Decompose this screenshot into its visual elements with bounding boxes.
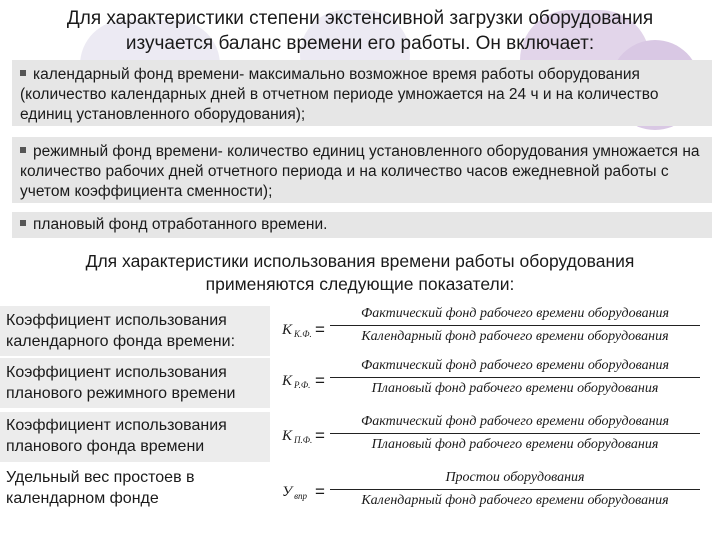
symbol-subscript: К.Ф. [294, 329, 312, 339]
equals-sign: = [315, 320, 325, 339]
subheading-line-2: применяются следующие показатели: [205, 274, 515, 294]
section-heading [20, 250, 700, 296]
symbol-subscript: П.Ф. [294, 435, 313, 445]
fraction-denominator: Календарный фонд рабочего времени оборудования [361, 329, 669, 344]
coefficient-symbol [282, 484, 307, 501]
formula-fraction [330, 306, 700, 345]
equals-sign: = [315, 426, 325, 445]
coefficient-label: Удельный вес простоев в календарном фонде [6, 469, 195, 507]
bullet-square-icon [20, 220, 26, 226]
symbol-letter: K [282, 373, 293, 389]
coefficient-label: Коэффициент использования планового фонда времени [6, 417, 227, 455]
bullet-text: календарный фонд времени- максимально возможное время работы оборудования (количество календарных дней в отчетном периоде умножается на 24 ч и на количество единиц установленного оборудования); [20, 66, 659, 123]
title-line-2: изучается баланс времени его работы. Он включает: [125, 33, 595, 54]
fraction-numerator: Фактический фонд рабочего времени оборудования [330, 306, 700, 326]
fraction-numerator: Фактический фонд рабочего времени оборудования [330, 358, 700, 378]
coefficient-label: Коэффициент использования календарного фонда времени: [6, 312, 236, 350]
coefficient-label: Коэффициент использования планового режимного времени [6, 364, 236, 402]
subheading-line-1: Для характеристики использования времени работы оборудования [85, 251, 635, 271]
fraction-numerator: Простои оборудования [330, 470, 700, 490]
formula-fraction [330, 358, 700, 397]
equals-sign: = [315, 371, 325, 390]
fraction-denominator: Плановый фонд рабочего времени оборудования [371, 437, 659, 452]
bullet-square-icon [20, 147, 26, 153]
equals-sign: = [315, 482, 325, 501]
list-item [20, 215, 710, 235]
symbol-subscript: Р.Ф. [294, 380, 311, 390]
symbol-letter: K [282, 428, 293, 444]
fraction-numerator: Фактический фонд рабочего времени оборудования [330, 414, 700, 434]
formula-fraction [330, 414, 700, 453]
fraction-denominator: Плановый фонд рабочего времени оборудования [371, 381, 659, 396]
list-item [20, 65, 710, 125]
formula-fraction [330, 470, 700, 509]
title-line-1: Для характеристики степени экстенсивной загрузки оборудования [66, 8, 654, 29]
symbol-letter: У [282, 484, 293, 500]
bullet-square-icon [20, 70, 26, 76]
slide-title [20, 6, 700, 56]
bullet-text: режимный фонд времени- количество единиц установленного оборудования умножается на количество рабочих дней отчетного периода и на количество часов ежедневной работы с учетом коэффициента сменности); [20, 143, 700, 200]
bullet-text: плановый фонд отработанного времени. [33, 216, 328, 233]
list-item [20, 142, 710, 202]
coefficient-symbol [282, 428, 312, 445]
symbol-letter: K [282, 322, 293, 338]
coefficient-symbol [282, 373, 310, 390]
coefficient-symbol [282, 322, 312, 339]
fraction-denominator: Календарный фонд рабочего времени оборудования [361, 493, 669, 508]
symbol-subscript: впр [294, 491, 308, 501]
